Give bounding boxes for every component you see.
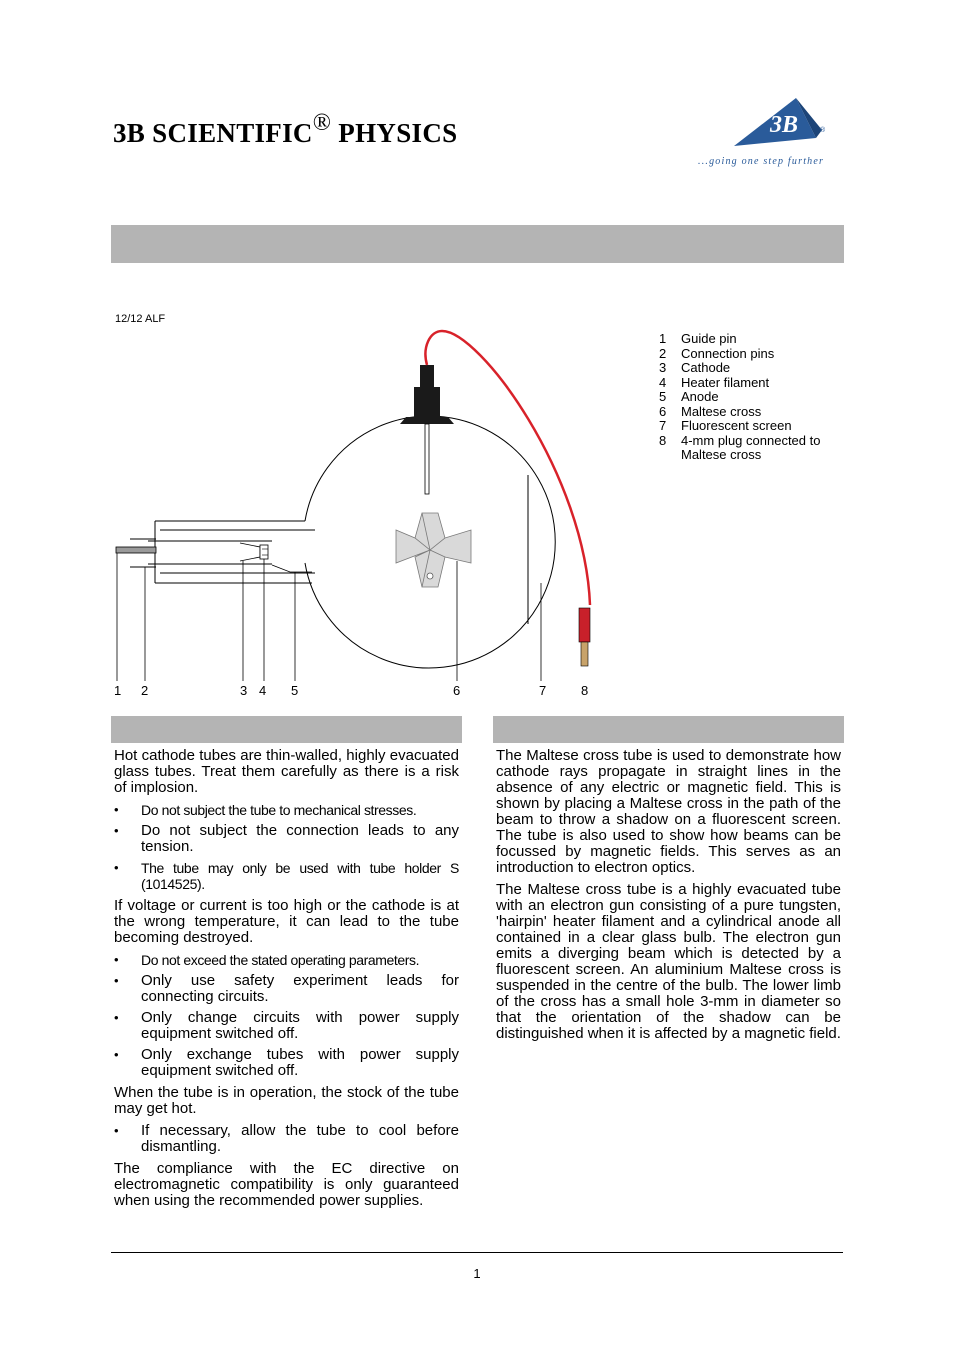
brand-prefix: 3B SCIENTIFIC bbox=[113, 118, 313, 148]
legend-item bbox=[657, 434, 841, 463]
legend-number: 6 bbox=[659, 403, 667, 419]
list-item: • Only change circuits with power supply equipment switched off. bbox=[114, 1010, 459, 1042]
legend-text: Connection pins bbox=[681, 345, 775, 361]
callout-6: 6 bbox=[453, 683, 461, 698]
list-item: • Only use safety experiment leads for connecting circuits. bbox=[114, 973, 459, 1005]
legend-number: 1 bbox=[659, 331, 667, 346]
legend-number: 5 bbox=[659, 389, 667, 404]
callout-1: 1 bbox=[114, 683, 122, 698]
tube-diagram bbox=[100, 325, 620, 710]
brand-suffix: PHYSICS bbox=[331, 118, 458, 148]
legend-item bbox=[657, 419, 841, 434]
svg-text:®: ® bbox=[820, 127, 826, 134]
cross-hole bbox=[427, 573, 433, 579]
description-column bbox=[496, 748, 841, 1048]
footer-rule bbox=[111, 1252, 843, 1253]
cable bbox=[425, 331, 590, 605]
legend-item bbox=[657, 332, 841, 347]
description-paragraph: The Maltese cross tube is used to demonstrate how cathode rays propagate in straight lines in the absence of any electric or magnetic field. This is shown by placing a Maltese cross in the path of the beam to throw a shadow on a fluorescent screen. The tube is also used to show how beams can be focussed by magnetic fields. This serves as an introduction to electron optics. bbox=[496, 747, 841, 876]
legend-number: 3 bbox=[659, 360, 667, 375]
list-item: • Do not subject the tube to mechanical stresses. bbox=[114, 802, 459, 818]
maltese-cross bbox=[396, 513, 471, 587]
callout-5: 5 bbox=[291, 683, 299, 698]
safety-paragraph: When the tube is in operation, the stock of the tube may get hot. bbox=[114, 1084, 459, 1117]
safety-list bbox=[114, 952, 459, 1079]
legend-item bbox=[657, 347, 841, 362]
safety-list bbox=[114, 1123, 459, 1155]
list-item: • If necessary, allow the tube to cool before dismantling. bbox=[114, 1123, 459, 1155]
legend-item bbox=[657, 376, 841, 391]
legend-item bbox=[657, 390, 841, 405]
guide-pin bbox=[116, 547, 156, 553]
legend-text: 4-mm plug connected to Maltese cross bbox=[681, 432, 821, 462]
page-number: 1 bbox=[473, 1266, 481, 1281]
safety-section-band bbox=[111, 716, 462, 743]
logo-triangle-icon bbox=[696, 94, 846, 156]
legend-number: 8 bbox=[659, 432, 667, 448]
legend-text: Anode bbox=[681, 389, 719, 404]
legend-item bbox=[657, 361, 841, 376]
plug-body bbox=[579, 608, 590, 642]
description-section-band bbox=[493, 716, 844, 743]
callout-2: 2 bbox=[141, 683, 149, 698]
safety-paragraph: If voltage or current is too high or the cathode is at the wrong temperature, it can lead to the tube becoming destroyed. bbox=[114, 897, 459, 946]
socket-cap bbox=[420, 365, 434, 387]
list-item: • Do not exceed the stated operating parameters. bbox=[114, 952, 459, 968]
list-item: • Only exchange tubes with power supply equipment switched off. bbox=[114, 1047, 459, 1079]
socket-base bbox=[400, 417, 454, 424]
brand-title bbox=[113, 110, 458, 149]
safety-column bbox=[114, 748, 459, 1215]
logo-tagline: ...going one step further bbox=[698, 156, 825, 167]
description-paragraph: The Maltese cross tube is a highly evacuated tube with an electron gun consisting of a pure tungsten, 'hairpin' heater filament and a cylindrical anode all contained in a clear glass bulb. The electron gun emits a diverging beam which is detected by a fluorescent screen. An aluminium Maltese cross is suspended in the centre of the bulb. The lower limb of the cross has a small hole 3-mm in diameter so that the orientation of the shadow can be distinguished when it is affected by a magnetic field. bbox=[496, 881, 841, 1042]
legend-text: Guide pin bbox=[681, 331, 737, 346]
callout-7: 7 bbox=[539, 683, 547, 698]
legend-number: 2 bbox=[659, 345, 667, 361]
date-code: 12/12 ALF bbox=[115, 313, 166, 325]
legend-text: Heater filament bbox=[681, 374, 770, 390]
company-logo bbox=[696, 94, 846, 174]
safety-list bbox=[114, 802, 459, 892]
safety-paragraph: The compliance with the EC directive on electromagnetic compatibility is only guaranteed when using the recommended power supplies. bbox=[114, 1160, 459, 1209]
socket-body bbox=[414, 387, 440, 417]
list-item: • Do not subject the connection leads to any tension. bbox=[114, 823, 459, 855]
registered-mark: ® bbox=[312, 110, 332, 136]
callout-3: 3 bbox=[240, 683, 248, 698]
suspension-rod bbox=[425, 424, 429, 494]
legend-text: Fluorescent screen bbox=[681, 418, 792, 433]
list-item: • The tube may only be used with tube holder S (1014525). bbox=[114, 860, 459, 892]
callout-8: 8 bbox=[581, 683, 589, 698]
safety-paragraph: Hot cathode tubes are thin-walled, highly evacuated glass tubes. Treat them carefully as there is a risk of implosion. bbox=[114, 747, 459, 796]
legend-text: Cathode bbox=[681, 360, 731, 375]
parts-legend bbox=[657, 332, 841, 463]
title-band bbox=[111, 225, 844, 263]
legend-item bbox=[657, 405, 841, 420]
legend-number: 4 bbox=[659, 374, 667, 390]
logo-mark: 3B bbox=[770, 112, 799, 138]
legend-number: 7 bbox=[659, 418, 667, 433]
plug-tip bbox=[581, 642, 588, 666]
callout-4: 4 bbox=[259, 683, 267, 698]
legend-text: Maltese cross bbox=[681, 403, 762, 419]
